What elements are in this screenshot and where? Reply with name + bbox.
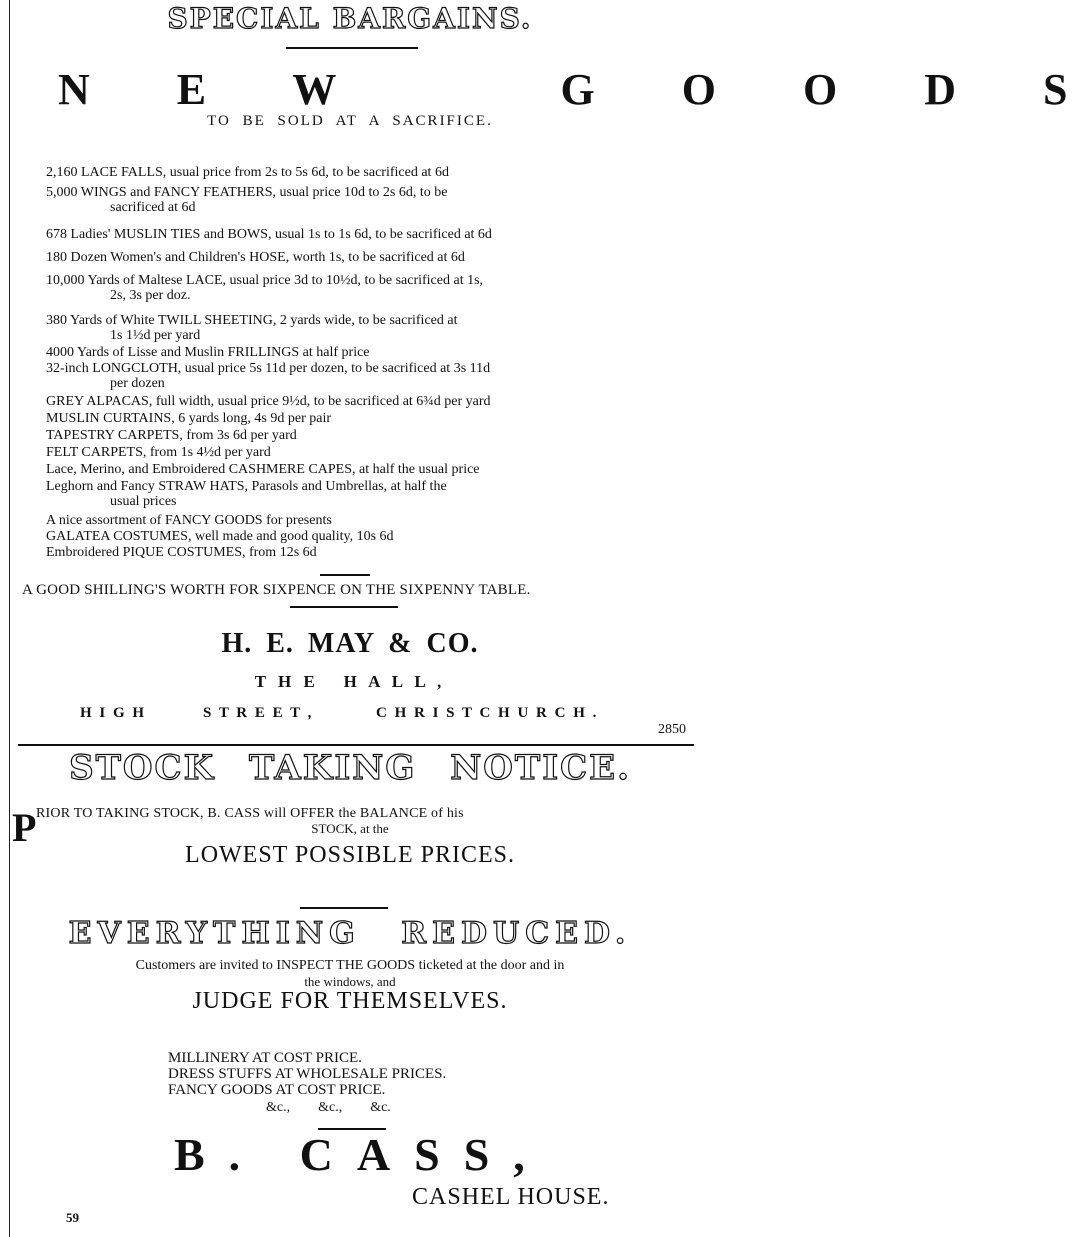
list-item: 32-inch LONGCLOTH, usual price 5s 11d per dozen, to be sacrificed at 3s 11d per dozen <box>46 361 491 391</box>
list-item: MUSLIN CURTAINS, 6 yards long, 4s 9d per pair <box>46 411 332 426</box>
list-item: Embroidered PIQUE COSTUMES, from 12s 6d <box>46 545 317 560</box>
ad1-shilling-line: A GOOD SHILLING'S WORTH FOR SIXPENCE ON THE SIXPENNY TABLE. <box>22 582 531 598</box>
ad2-proprietor-name: B. CASS, <box>174 1129 549 1180</box>
ad1-divider-short <box>320 574 370 576</box>
ad2-judge-line: JUDGE FOR THEMSELVES. <box>192 988 508 1014</box>
ad1-premises: T H E H A L L , <box>254 672 446 691</box>
ad1-title-rule <box>286 47 418 49</box>
ad2-customers-line-1: Customers are invited to INSPECT THE GOODS ticketed at the door and in <box>135 958 565 973</box>
ad1-street-part-2: S T R E E T , <box>203 705 314 721</box>
list-item: A nice assortment of FANCY GOODS for presents <box>46 513 332 528</box>
ad2-drop-cap: P <box>12 805 37 850</box>
list-item: Leghorn and Fancy STRAW HATS, Parasols and Umbrellas, at half the usual prices <box>46 479 447 509</box>
list-item: Lace, Merino, and Embroidered CASHMERE CAPES, at half the usual price <box>46 462 480 477</box>
ad2-divider-1 <box>300 907 388 909</box>
list-item: GALATEA COSTUMES, well made and good quality, 10s 6d <box>46 529 394 544</box>
list-item: 10,000 Yards of Maltese LACE, usual price 3d to 10½d, to be sacrificed at 1s, 2s, 3s per doz. <box>46 273 484 303</box>
ad1-divider <box>290 606 398 608</box>
ad2-shop-name: CASHEL HOUSE. <box>412 1184 610 1210</box>
ad1-firm-name: H. E. MAY & CO. <box>221 628 479 659</box>
list-item: FELT CARPETS, from 1s 4½d per yard <box>46 445 271 460</box>
list-item: 180 Dozen Women's and Children's HOSE, worth 1s, to be sacrificed at 6d <box>46 250 465 265</box>
list-item: 380 Yards of White TWILL SHEETING, 2 yards wide, to be sacrificed at 1s 1½d per yard <box>46 313 458 343</box>
ad2-title: STOCK TAKING NOTICE. <box>69 748 631 788</box>
list-item: 4000 Yards of Lisse and Muslin FRILLINGS at half price <box>46 345 370 360</box>
ad1-street-part-1: H I G H <box>80 705 147 721</box>
ad2-list-item-1: MILLINERY AT COST PRICE. <box>168 1050 362 1066</box>
ad1-headline: N E W G O O D S <box>58 65 1085 114</box>
ad2-customers-line-2: the windows, and <box>304 974 396 989</box>
ad2-etcetera: &c., &c., &c. <box>266 1100 391 1115</box>
ad2-intro-line-2: STOCK, at the <box>311 821 389 836</box>
ad1-subhead: TO BE SOLD AT A SACRIFICE. <box>207 113 493 129</box>
ad2-everything-reduced: EVERYTHING REDUCED. <box>68 916 632 951</box>
list-item: TAPESTRY CARPETS, from 3s 6d per yard <box>46 428 297 443</box>
ad1-street-part-3: C H R I S T C H U R C H . <box>376 705 599 721</box>
ad2-lowest-prices: LOWEST POSSIBLE PRICES. <box>185 842 515 868</box>
list-item: GREY ALPACAS, full width, usual price 9½d, to be sacrificed at 6¾d per yard <box>46 394 491 409</box>
ad2-list-item-2: DRESS STUFFS AT WHOLESALE PRICES. <box>168 1066 447 1082</box>
column-left-border <box>9 0 10 1237</box>
ad1-reference-number: 2850 <box>658 722 686 737</box>
list-item: 2,160 LACE FALLS, usual price from 2s to 5s 6d, to be sacrificed at 6d <box>46 165 449 180</box>
page-number: 59 <box>66 1210 79 1225</box>
list-item: 678 Ladies' MUSLIN TIES and BOWS, usual 1s to 1s 6d, to be sacrificed at 6d <box>46 227 492 242</box>
ad2-list-item-3: FANCY GOODS AT COST PRICE. <box>168 1082 386 1098</box>
advert-separator-rule <box>18 744 694 746</box>
list-item: 5,000 WINGS and FANCY FEATHERS, usual price 10d to 2s 6d, to be sacrificed at 6d <box>46 185 448 215</box>
ad2-intro-line-1: RIOR TO TAKING STOCK, B. CASS will OFFER the BALANCE of his <box>36 806 464 821</box>
ad1-title: SPECIAL BARGAINS. <box>167 2 533 35</box>
